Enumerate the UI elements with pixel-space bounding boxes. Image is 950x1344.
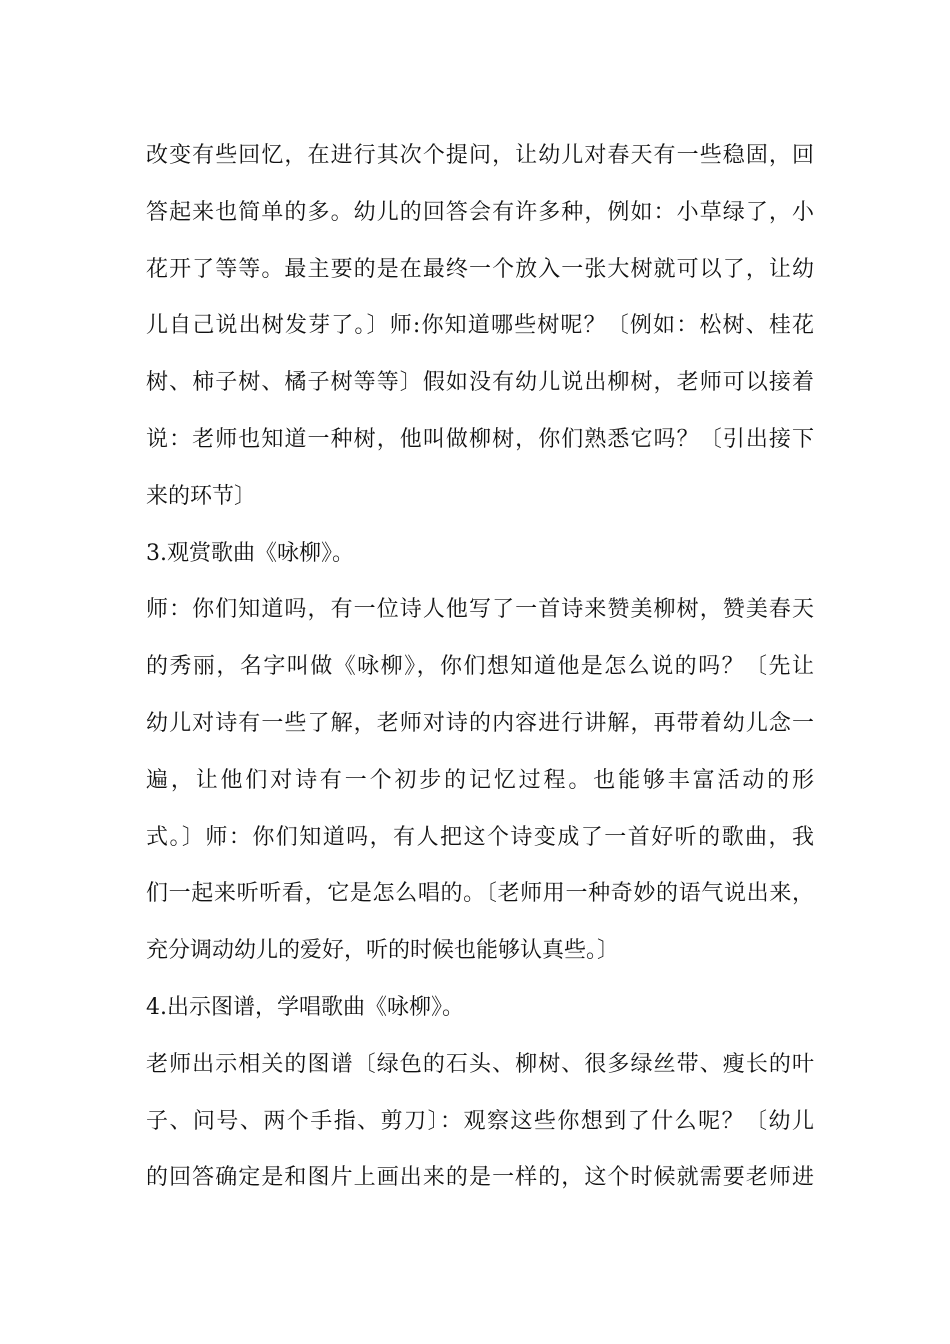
text-line: 幼儿对诗有一些了解，老师对诗的内容进行讲解，再带着幼儿念一 [146, 710, 814, 736]
text-line: 的秀丽，名字叫做《咏柳》，你们想知道他是怎么说的吗？〔先让 [146, 654, 814, 680]
text-line: 的回答确定是和图片上画出来的是一样的，这个时候就需要老师进 [146, 1165, 814, 1191]
text-line: 式。〕师：你们知道吗，有人把这个诗变成了一首好听的歌曲，我 [146, 824, 814, 850]
text-line: 们一起来听听看，它是怎么唱的。〔老师用一种奇妙的语气说出来， [146, 881, 814, 907]
body-text [146, 128, 814, 1207]
text-line: 师：你们知道吗，有一位诗人他写了一首诗来赞美柳树，赞美春天 [146, 597, 814, 623]
text-line: 花开了等等。最主要的是在最终一个放入一张大树就可以了，让幼 [146, 256, 814, 282]
text-line: 答起来也简单的多。幼儿的回答会有许多种，例如：小草绿了，小 [146, 199, 814, 225]
text-line: 改变有些回忆，在进行其次个提问，让幼儿对春天有一些稳固，回 [146, 143, 814, 168]
text-line: 子、问号、两个手指、剪刀〕：观察这些你想到了什么呢？〔幼儿 [146, 1108, 814, 1134]
section-heading: 4.出示图谱，学唱歌曲《咏柳》。 [146, 994, 464, 1020]
text-line: 老师出示相关的图谱〔绿色的石头、柳树、很多绿丝带、瘦长的叶 [146, 1051, 814, 1077]
text-line: 遍，让他们对诗有一个初步的记忆过程。也能够丰富活动的形 [146, 767, 814, 793]
text-line: 说：老师也知道一种树，他叫做柳树，你们熟悉它吗？〔引出接下 [146, 426, 814, 452]
text-line: 充分调动幼儿的爱好，听的时候也能够认真些。〕 [146, 938, 620, 964]
text-line: 树、柿子树、橘子树等等〕假如没有幼儿说出柳树，老师可以接着 [146, 370, 814, 396]
text-line: 来的环节〕 [146, 483, 257, 509]
text-line: 儿自己说出树发芽了。〕师:你知道哪些树呢？〔例如：松树、桂花 [146, 313, 814, 339]
section-heading: 3.观赏歌曲《咏柳》。 [146, 540, 354, 566]
